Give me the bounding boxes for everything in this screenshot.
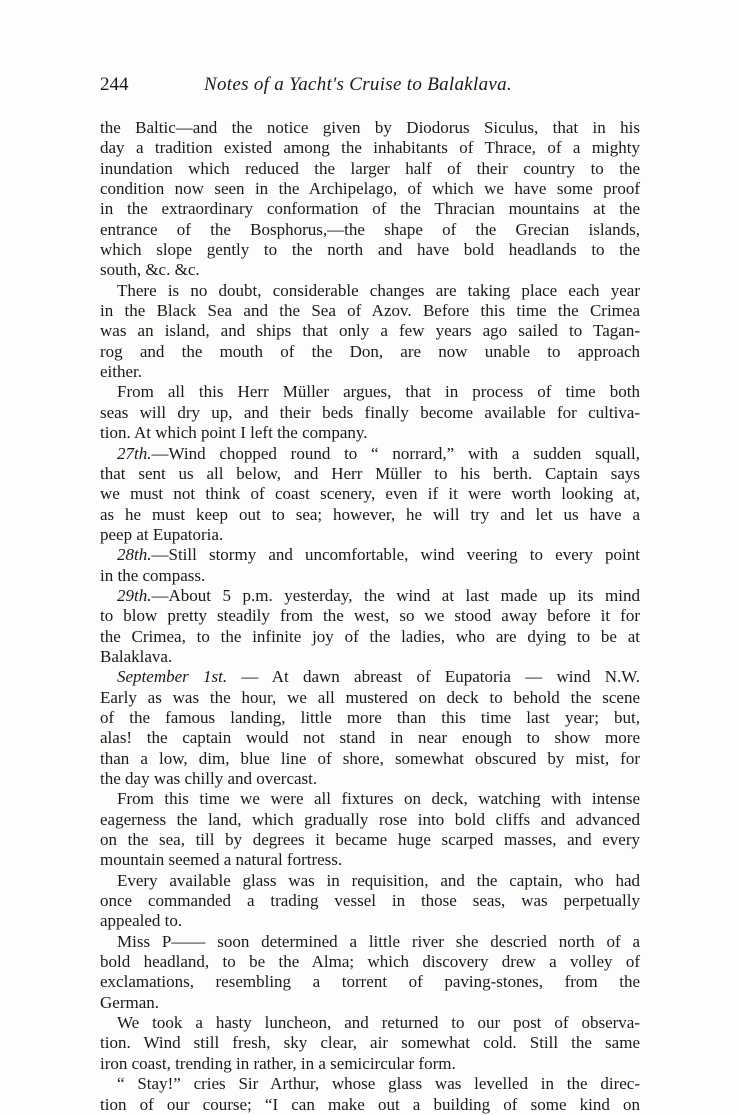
text-line: appealed to. [100, 911, 183, 931]
text-line: bold headland, to be the Alma; which discovery drew a volley of [100, 952, 640, 972]
text-line: on the sea, till by degrees it became huge scarped masses, and every [100, 830, 640, 850]
text-line: once commanded a trading vessel in those seas, was perpetually [100, 891, 640, 911]
text-line: September 1st. — At dawn abreast of Eupatoria — wind N.W. [117, 667, 640, 687]
text-line: We took a hasty luncheon, and returned to our post of observa- [117, 1013, 640, 1033]
text-line: seas will dry up, and their beds finally become available for cultiva- [100, 402, 640, 422]
date-heading: 27th. [117, 443, 152, 463]
text-line: in the Black Sea and the Sea of Azov. Before this time the Crimea [100, 301, 640, 321]
date-heading: 28th. [117, 545, 152, 565]
text-line: From all this Herr Müller argues, that in process of time both [117, 382, 640, 402]
text-line: 27th.—Wind chopped round to “ norrard,” with a sudden squall, [117, 443, 640, 463]
text-line: tion. At which point I left the company. [100, 423, 368, 443]
text-line: “ Stay!” cries Sir Arthur, whose glass was levelled in the direc- [117, 1074, 640, 1094]
text-line: 29th.—About 5 p.m. yesterday, the wind at last made up its mind [117, 585, 640, 605]
text-line: From this time we were all fixtures on deck, watching with intense [117, 789, 640, 809]
text-line: alas! the captain would not stand in near enough to show more [100, 728, 640, 748]
text-line: exclamations, resembling a torrent of paving-stones, from the [100, 972, 640, 992]
text-line: day a tradition existed among the inhabitants of Thrace, of a mighty [100, 138, 640, 158]
text-line: than a low, dim, blue line of shore, somewhat obscured by mist, for [100, 748, 640, 768]
text-line: mountain seemed a natural fortress. [100, 850, 343, 870]
page-header [100, 74, 640, 104]
body-text [100, 118, 640, 1115]
text-line: the Baltic—and the notice given by Diodorus Siculus, that in his [100, 118, 640, 137]
text-line: Every available glass was in requisition, and the captain, who had [117, 870, 640, 890]
text-line: the Crimea, to the infinite joy of the ladies, who are dying to be at [100, 626, 640, 646]
text-line: German. [100, 992, 160, 1012]
text-line: Balaklava. [100, 646, 173, 666]
text-line: entrance of the Bosphorus,—the shape of the Grecian islands, [100, 219, 640, 239]
text-line: condition now seen in the Archipelago, of which we have some proof [100, 179, 640, 199]
text-line: inundation which reduced the larger half of their country to the [100, 158, 640, 178]
text-line: There is no doubt, considerable changes are taking place each year [117, 280, 640, 300]
text-line: as he must keep out to sea; however, he will try and let us have a [100, 504, 640, 524]
text-line: that sent us all below, and Herr Müller to his berth. Captain says [100, 463, 640, 483]
date-heading: 29th. [117, 585, 152, 605]
text-line: in the extraordinary conformation of the Thracian mountains at the [100, 199, 640, 219]
text-line: the day was chilly and overcast. [100, 769, 318, 788]
date-heading: September 1st. [117, 667, 228, 687]
text-line: Miss P—— soon determined a little river she descried north of a [117, 931, 640, 951]
text-line: 28th.—Still stormy and uncomfortable, wind veering to every point [117, 545, 640, 565]
text-line: to blow pretty steadily from the west, so we stood away before it for [100, 606, 640, 626]
text-line: which slope gently to the north and have bold headlands to the [100, 240, 640, 260]
text-line: tion of our course; “I can make out a building of some kind on [100, 1094, 640, 1114]
text-line: in the compass. [100, 565, 206, 585]
text-line: rog and the mouth of the Don, are now unable to approach [100, 341, 640, 361]
text-line: either. [100, 362, 143, 382]
text-line: eagerness the land, which gradually rose into bold cliffs and advanced [100, 809, 640, 829]
page-number: 244 [100, 74, 129, 95]
text-line: iron coast, trending in rather, in a semicircular form. [100, 1053, 456, 1073]
text-line: of the famous landing, little more than this time last year; but, [100, 707, 640, 727]
text-line: peep at Eupatoria. [100, 524, 224, 544]
text-line: Early as was the hour, we all mustered on deck to behold the scene [100, 687, 640, 707]
text-line: south, &c. &c. [100, 260, 200, 280]
running-title: Notes of a Yacht's Cruise to Balaklava. [204, 74, 512, 95]
text-line: we must not think of coast scenery, even if it were worth looking at, [100, 484, 640, 504]
text-line: tion. Wind still fresh, sky clear, air somewhat cold. Still the same [100, 1033, 640, 1053]
text-line: was an island, and ships that only a few years ago sailed to Tagan- [100, 321, 640, 341]
